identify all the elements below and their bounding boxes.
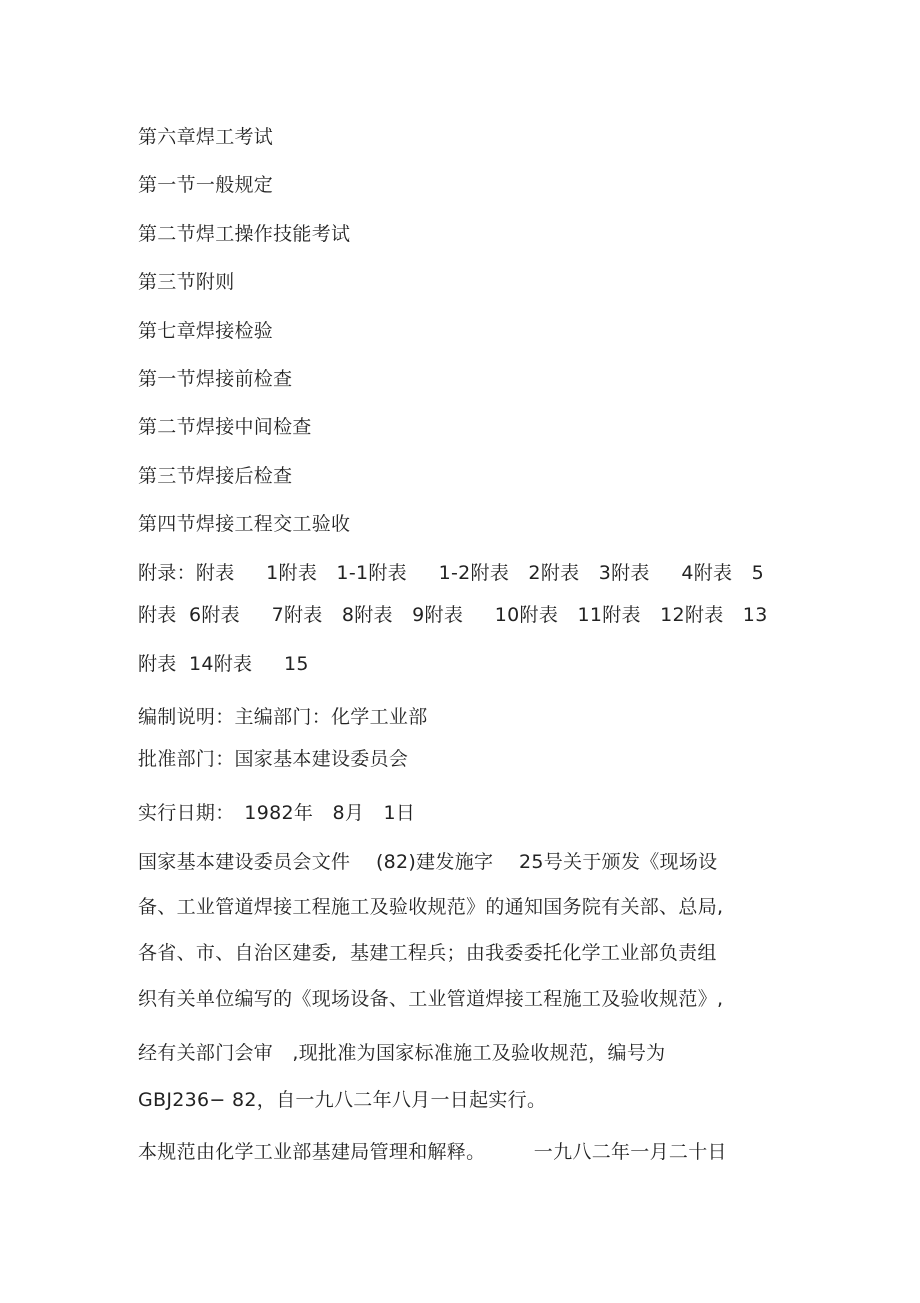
notice-line-5: 经有关部门会审 ,现批准为国家标准施工及验收规范，编号为: [138, 1042, 666, 1064]
toc-section-2: 第二节焊接中间检查: [138, 416, 312, 438]
notice-line-1: 国家基本建设委员会文件 (82)建发施字 25号关于颁发《现场设: [138, 851, 718, 873]
notice-line-3: 各省、市、自治区建委, 基建工程兵；由我委委托化学工业部负责组: [138, 942, 717, 964]
appendix-line-1: 附录：附表 1附表 1-1附表 1-2附表 2附表 3附表 4附表 5: [138, 562, 765, 584]
notice-line-6: GBJ236− 82，自一九八二年八月一日起实行。: [138, 1089, 547, 1111]
appendix-line-2: 附表 6附表 7附表 8附表 9附表 10附表 11附表 12附表 13: [138, 604, 768, 626]
toc-chapter-7: 第七章焊接检验: [138, 320, 274, 342]
approved-by: 批准部门：国家基本建设委员会: [138, 748, 409, 770]
notice-line-2: 备、工业管道焊接工程施工及验收规范》的通知国务院有关部、总局,: [138, 896, 724, 918]
toc-section-2: 第二节焊工操作技能考试: [138, 223, 351, 245]
effective-date: 实行日期： 1982年 8月 1日: [138, 802, 416, 824]
compiled-by: 编制说明：主编部门：化学工业部: [138, 706, 428, 728]
appendix-line-3: 附表 14附表 15: [138, 653, 309, 675]
notice-line-7: 本规范由化学工业部基建局管理和解释。 一九八二年一月二十日: [138, 1141, 727, 1163]
toc-section-1: 第一节一般规定: [138, 174, 274, 196]
toc-section-3: 第三节焊接后检查: [138, 465, 293, 487]
notice-line-4: 织有关单位编写的《现场设备、工业管道焊接工程施工及验收规范》,: [138, 988, 724, 1010]
toc-section-4: 第四节焊接工程交工验收: [138, 513, 351, 535]
toc-section-1: 第一节焊接前检查: [138, 368, 293, 390]
toc-chapter-6: 第六章焊工考试: [138, 126, 274, 148]
toc-section-3: 第三节附则: [138, 271, 235, 293]
